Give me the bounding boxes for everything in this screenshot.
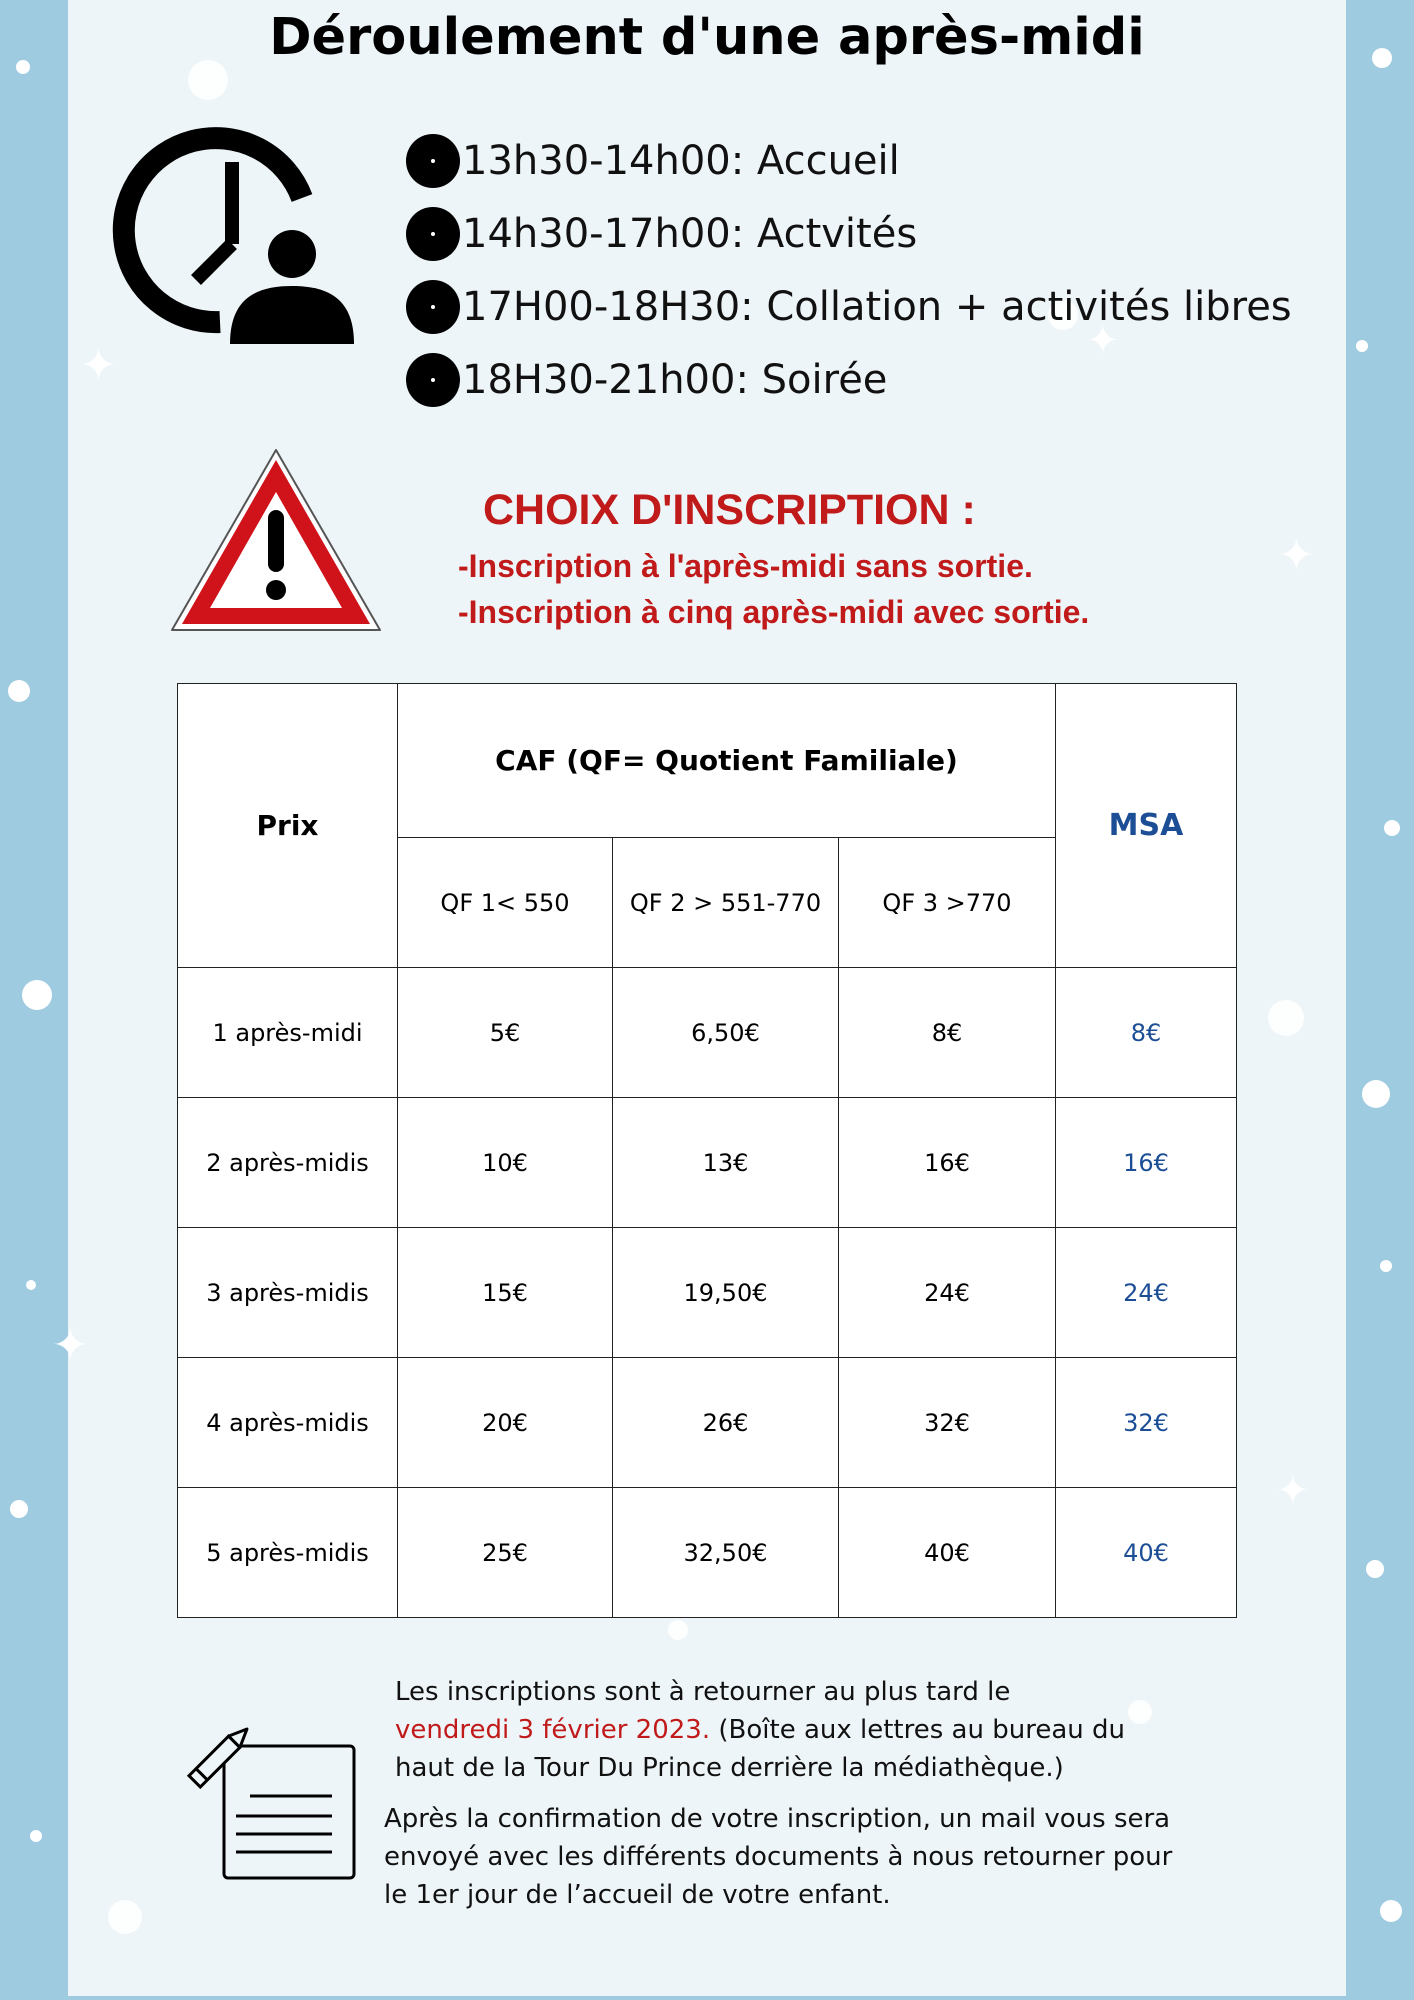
bullet-icon <box>406 207 460 261</box>
schedule-item <box>406 201 1292 274</box>
confirmation-note <box>384 1800 1172 1914</box>
price-msa: 24€ <box>1056 1228 1237 1358</box>
price-qf2: 13€ <box>613 1098 839 1228</box>
snowflake <box>10 1500 28 1518</box>
bullet-icon <box>406 353 460 407</box>
note-line: haut de la Tour Du Prince derrière la médiathèque.) <box>395 1753 1064 1783</box>
snow-dot <box>1268 1000 1304 1036</box>
snowflake <box>1362 1080 1390 1108</box>
header-qf2: QF 2 > 551-770 <box>613 838 839 968</box>
snowflake <box>1380 1260 1392 1272</box>
snow-dot <box>108 1900 142 1934</box>
header-prix: Prix <box>178 684 398 968</box>
price-qf2: 19,50€ <box>613 1228 839 1358</box>
note-text: (Boîte aux lettres au bureau du <box>710 1715 1125 1745</box>
price-qf3: 32€ <box>839 1358 1056 1488</box>
schedule-item <box>406 128 1292 201</box>
sparkle-icon: ✦ <box>1276 1468 1310 1514</box>
sparkle-icon: ✦ <box>1278 530 1315 581</box>
price-qf3: 24€ <box>839 1228 1056 1358</box>
header-qf3: QF 3 >770 <box>839 838 1056 968</box>
note-line <box>395 1711 1125 1749</box>
price-qf2: 26€ <box>613 1358 839 1488</box>
header-qf1: QF 1< 550 <box>398 838 613 968</box>
flyer-page <box>52 0 1346 1996</box>
price-qf1: 15€ <box>398 1228 613 1358</box>
schedule-text: 13h30-14h00: Accueil <box>462 138 900 184</box>
note-line: Les inscriptions sont à retourner au plus tard le <box>395 1677 1011 1707</box>
price-msa: 32€ <box>1056 1358 1237 1488</box>
snowflake <box>16 60 30 74</box>
schedule-item <box>406 274 1292 347</box>
deadline-note <box>395 1673 1125 1787</box>
snowflake <box>1372 48 1392 68</box>
snowflake <box>1384 820 1400 836</box>
form-pencil-icon <box>190 1716 360 1886</box>
choice-title: CHOIX D'INSCRIPTION : <box>483 486 976 534</box>
note-line: Après la confirmation de votre inscription, un mail vous sera <box>384 1804 1171 1834</box>
bullet-icon <box>406 280 460 334</box>
price-qf2: 32,50€ <box>613 1488 839 1618</box>
row-label: 5 après-midis <box>178 1488 398 1618</box>
choice-option-2: -Inscription à cinq après-midi avec sortie. <box>458 594 1090 630</box>
schedule-list <box>406 128 1292 420</box>
snowflake <box>22 980 52 1010</box>
price-qf1: 5€ <box>398 968 613 1098</box>
row-label: 1 après-midi <box>178 968 398 1098</box>
warning-triangle-icon <box>168 444 384 636</box>
price-qf1: 20€ <box>398 1358 613 1488</box>
schedule-text: 17H00-18H30: Collation + activités libres <box>462 284 1292 330</box>
deadline-date: vendredi 3 février 2023. <box>395 1715 711 1745</box>
bullet-icon <box>406 134 460 188</box>
price-qf3: 8€ <box>839 968 1056 1098</box>
sparkle-icon: ✦ <box>80 340 117 391</box>
price-qf1: 25€ <box>398 1488 613 1618</box>
price-msa: 40€ <box>1056 1488 1237 1618</box>
table-header-row <box>178 684 1237 838</box>
schedule-text: 14h30-17h00: Actvités <box>462 211 918 257</box>
table-row <box>178 968 1237 1098</box>
price-table <box>177 683 1237 1618</box>
table-row <box>178 1098 1237 1228</box>
schedule-text: 18H30-21h00: Soirée <box>462 357 888 403</box>
snowflake <box>26 1280 36 1290</box>
note-line: envoyé avec les différents documents à nous retourner pour <box>384 1842 1173 1872</box>
schedule-item <box>406 347 1292 420</box>
snowflake <box>30 1830 42 1842</box>
table-row <box>178 1358 1237 1488</box>
note-line: le 1er jour de l’accueil de votre enfant. <box>384 1880 891 1910</box>
price-qf1: 10€ <box>398 1098 613 1228</box>
header-caf: CAF (QF= Quotient Familiale) <box>398 684 1056 838</box>
row-label: 2 après-midis <box>178 1098 398 1228</box>
row-label: 3 après-midis <box>178 1228 398 1358</box>
choice-option-1: -Inscription à l'après-midi sans sortie. <box>458 548 1033 584</box>
sparkle-icon: ✦ <box>1086 318 1120 364</box>
snowflake <box>1380 1900 1402 1922</box>
snowflake <box>8 680 30 702</box>
price-qf3: 40€ <box>839 1488 1056 1618</box>
row-label: 4 après-midis <box>178 1358 398 1488</box>
price-msa: 8€ <box>1056 968 1237 1098</box>
sparkle-icon: ✦ <box>52 1320 89 1371</box>
clock-person-icon <box>124 120 356 352</box>
snowflake <box>1366 1560 1384 1578</box>
price-qf3: 16€ <box>839 1098 1056 1228</box>
snowflake <box>1356 340 1368 352</box>
table-row <box>178 1228 1237 1358</box>
table-row <box>178 1488 1237 1618</box>
snow-dot <box>1128 1700 1152 1724</box>
price-qf2: 6,50€ <box>613 968 839 1098</box>
header-msa: MSA <box>1056 684 1237 968</box>
snow-dot <box>668 1620 688 1640</box>
page-title: Déroulement d'une après-midi <box>269 8 1145 67</box>
price-msa: 16€ <box>1056 1098 1237 1228</box>
